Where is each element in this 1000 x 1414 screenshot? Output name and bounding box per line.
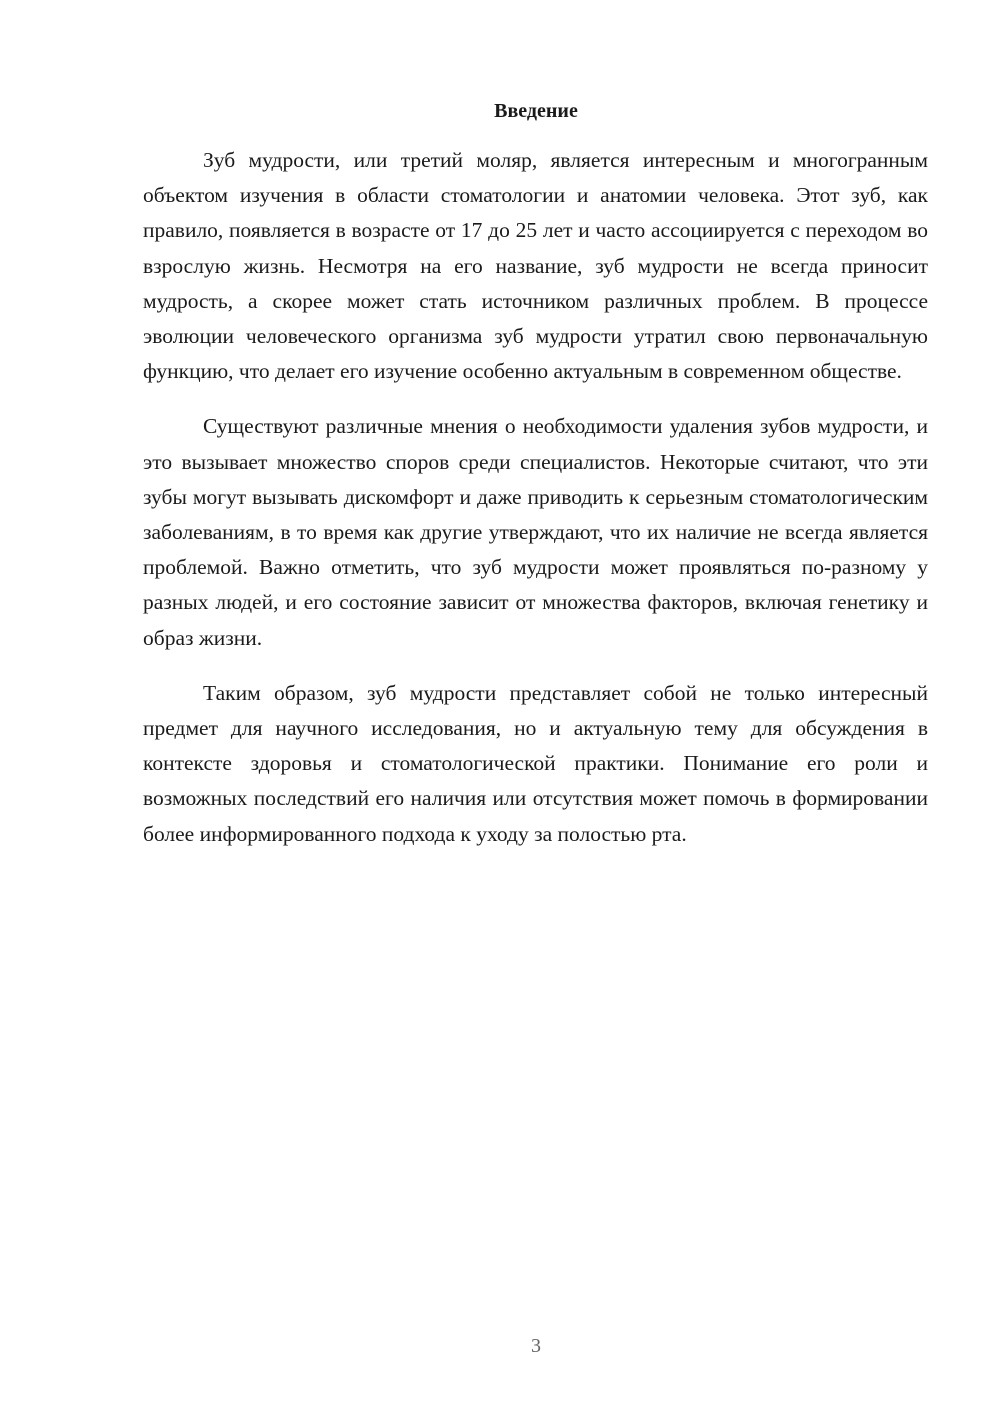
paragraph-3: Таким образом, зуб мудрости представляет собой не только интересный предмет для научного исследования, но и актуальную тему для обсуждения в контексте здоровья и стоматологической практики. Понимание его роли и возможных последствий его наличия или отсутствия может помочь в формировании более информированного подхода к уходу за полостью рта.	[143, 680, 928, 846]
page-number: 3	[531, 1335, 541, 1357]
body-text	[143, 143, 928, 872]
paragraph-1: Зуб мудрости, или третий моляр, является интересным и многогранным объектом изучения в области стоматологии и анатомии человека. Этот зуб, как правило, появляется в возрасте от 17 до 25 лет и часто ассоциируется с переходом во взрослую жизнь. Несмотря на его название, зуб мудрости не всегда приносит мудрость, а скорее может стать источником различных проблем. В процессе эволюции человеческого организма зуб мудрости утратил свою первоначальную функцию, что делает его изучение особенно актуальным в современном обществе.	[143, 148, 928, 384]
section-title: Введение	[494, 100, 578, 122]
paragraph-2: Существуют различные мнения о необходимости удаления зубов мудрости, и это вызывает множество споров среди специалистов. Некоторые считают, что эти зубы могут вызывать дискомфорт и даже приводить к серьезным стоматологическим заболеваниям, в то время как другие утверждают, что их наличие не всегда является проблемой. Важно отметить, что зуб мудрости может проявляться по-разному у разных людей, и его состояние зависит от множества факторов, включая генетику и образ жизни.	[143, 414, 928, 650]
